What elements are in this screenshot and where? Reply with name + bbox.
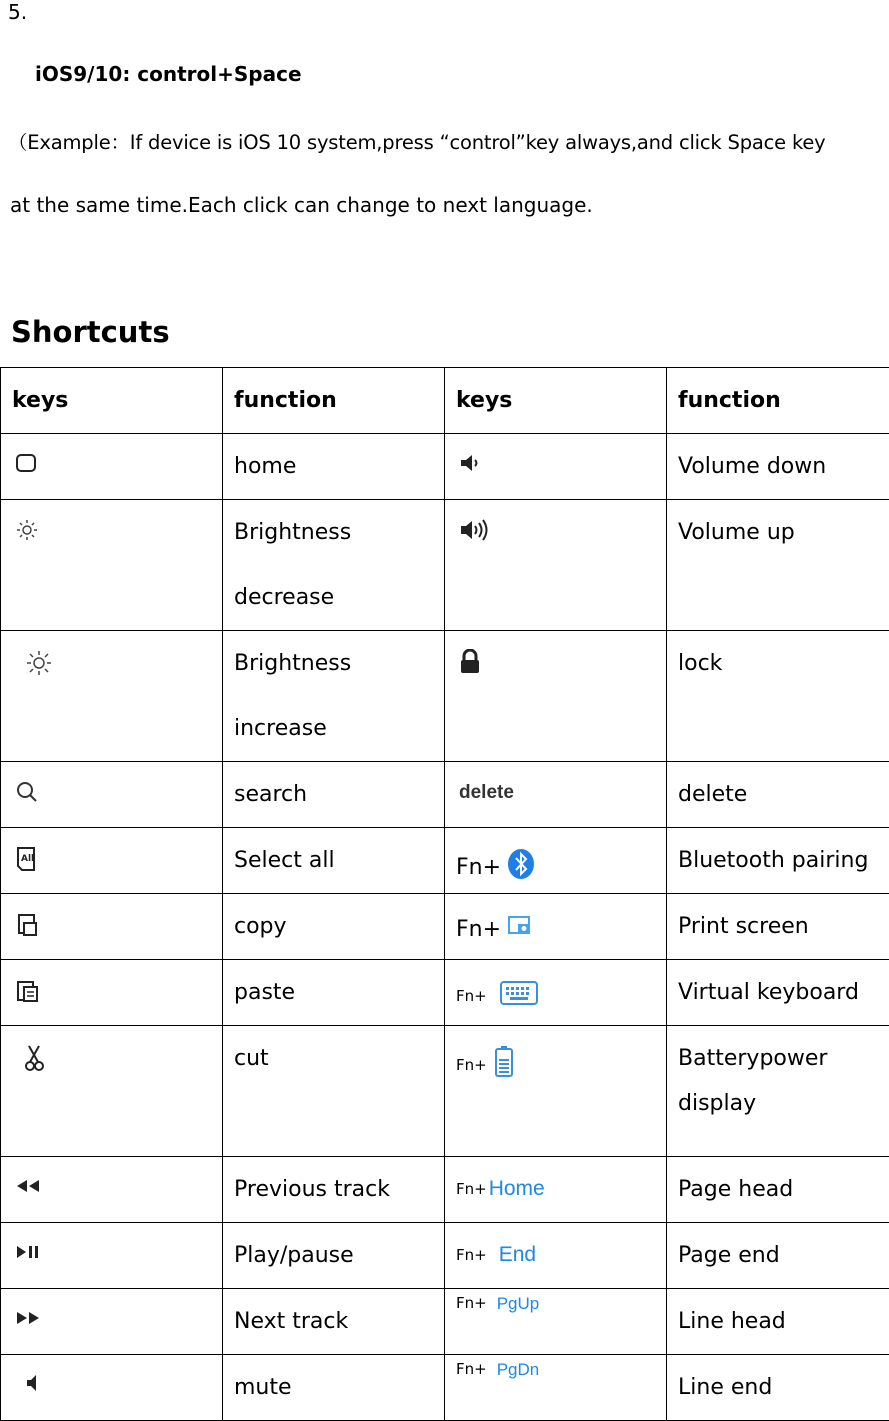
fn-prefix: Fn+ bbox=[456, 1246, 487, 1264]
function-label: Line head bbox=[678, 1309, 786, 1334]
function-label: Previous track bbox=[234, 1177, 390, 1202]
section-number: 5. bbox=[8, 0, 28, 24]
function-label: Next track bbox=[234, 1309, 349, 1334]
function-label: copy bbox=[234, 914, 287, 939]
svg-text:All: All bbox=[21, 854, 35, 864]
header-keys-2: keys bbox=[445, 368, 667, 434]
play-pause-icon bbox=[1, 1223, 222, 1271]
print-screen-icon bbox=[507, 914, 533, 944]
example-line-2: at the same time.Each click can change to next language. bbox=[10, 193, 593, 217]
table-row bbox=[1, 631, 889, 762]
home-key-label: Home bbox=[488, 1177, 545, 1200]
header-keys-1: keys bbox=[1, 368, 223, 434]
bluetooth-icon bbox=[507, 848, 535, 886]
table-row bbox=[1, 1289, 889, 1355]
header-function-2: function bbox=[667, 368, 889, 434]
paste-icon bbox=[1, 960, 222, 1008]
battery-icon bbox=[493, 1046, 515, 1084]
shortcuts-title: Shortcuts bbox=[11, 315, 170, 349]
function-label: Volume up bbox=[678, 520, 795, 545]
fn-prefix: Fn+ bbox=[456, 854, 502, 880]
table-row bbox=[1, 434, 889, 500]
function-label: paste bbox=[234, 980, 296, 1005]
table-row bbox=[1, 828, 889, 894]
function-label: Bluetooth pairing bbox=[678, 848, 869, 873]
cut-icon bbox=[1, 1026, 222, 1074]
header-function-1: function bbox=[223, 368, 445, 434]
function-label: search bbox=[234, 782, 308, 807]
ios-heading: iOS9/10: control+Space bbox=[35, 62, 302, 86]
fn-prefix: Fn+ bbox=[456, 1294, 487, 1312]
virtual-keyboard-icon bbox=[499, 980, 539, 1012]
function-label: lock bbox=[678, 651, 723, 676]
function-label: Play/pause bbox=[234, 1243, 354, 1268]
search-icon bbox=[1, 762, 222, 810]
function-label: Battery bbox=[678, 1046, 760, 1071]
copy-icon bbox=[1, 894, 222, 942]
function-label: mute bbox=[234, 1375, 292, 1400]
function-label: Brightness increase bbox=[234, 651, 352, 741]
brightness-increase-icon bbox=[1, 631, 222, 679]
function-label: display bbox=[678, 1091, 757, 1116]
function-label: Page head bbox=[678, 1177, 794, 1202]
next-track-icon bbox=[1, 1289, 222, 1337]
function-label: cut bbox=[234, 1046, 269, 1071]
table-row bbox=[1, 762, 889, 828]
fn-prefix: Fn+ bbox=[456, 1180, 487, 1198]
fn-prefix: Fn+ bbox=[456, 1360, 487, 1378]
table-row bbox=[1, 960, 889, 1026]
pgup-key-label: PgUp bbox=[496, 1294, 540, 1313]
volume-up-icon bbox=[445, 500, 666, 548]
table-row bbox=[1, 500, 889, 631]
function-label: delete bbox=[678, 782, 748, 807]
shortcuts-table bbox=[0, 367, 889, 1421]
pgdn-key-label: PgDn bbox=[496, 1360, 540, 1379]
lock-icon bbox=[445, 631, 666, 679]
delete-key-label: delete bbox=[459, 782, 514, 803]
volume-down-icon bbox=[445, 434, 666, 482]
table-row bbox=[1, 894, 889, 960]
function-label: Brightness decrease bbox=[234, 520, 352, 610]
function-label: Print screen bbox=[678, 914, 809, 939]
end-key-label: End bbox=[498, 1243, 537, 1266]
function-label: home bbox=[234, 454, 297, 479]
example-line-1: （Example：If device is iOS 10 system,press “control”key always,and click Space key bbox=[8, 131, 826, 154]
brightness-decrease-icon bbox=[1, 500, 222, 548]
function-label: Select all bbox=[234, 848, 335, 873]
function-label: Volume down bbox=[678, 454, 827, 479]
table-row bbox=[1, 1223, 889, 1289]
mute-icon bbox=[1, 1355, 222, 1403]
function-label: power bbox=[759, 1046, 828, 1071]
fn-prefix: Fn+ bbox=[456, 987, 487, 1005]
table-row bbox=[1, 1026, 889, 1157]
fn-prefix: Fn+ bbox=[456, 916, 502, 942]
previous-track-icon bbox=[1, 1157, 222, 1205]
function-label: Virtual keyboard bbox=[678, 980, 859, 1005]
table-row bbox=[1, 1157, 889, 1223]
table-header-row bbox=[1, 368, 889, 434]
function-label: Page end bbox=[678, 1243, 780, 1268]
fn-prefix: Fn+ bbox=[456, 1056, 487, 1074]
select-all-icon bbox=[1, 828, 222, 876]
table-row bbox=[1, 1355, 889, 1421]
home-key-icon bbox=[1, 434, 222, 482]
function-label: Line end bbox=[678, 1375, 773, 1400]
